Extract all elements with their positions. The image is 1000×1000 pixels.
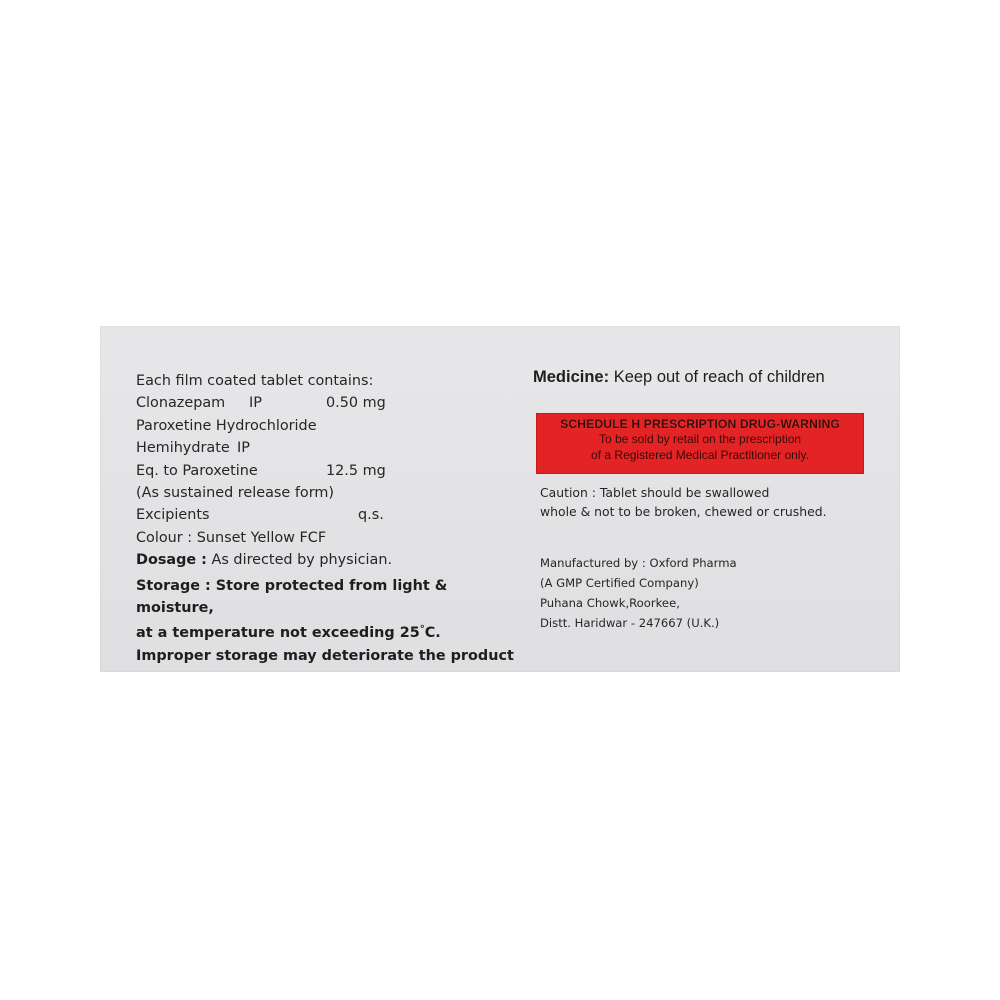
paroxetine-name-row: Paroxetine Hydrochloride xyxy=(136,417,317,434)
storage-line-2 xyxy=(136,619,516,644)
warning-line-1: To be sold by retail on the prescription xyxy=(598,432,802,446)
caution-line-2: whole & not to be broken, chewed or crushed. xyxy=(540,503,827,519)
title-rest: Keep out of reach of children xyxy=(613,368,825,386)
manufacturer-line-1: Manufactured by : Oxford Pharma xyxy=(540,556,737,570)
warning-heading: SCHEDULE H PRESCRIPTION DRUG-WARNING xyxy=(560,417,840,431)
manufacturer-line-4: Distt. Haridwar - 247667 (U.K.) xyxy=(540,616,720,630)
children-warning-title xyxy=(533,368,825,387)
storage-line-1: Storage : Store protected from light & moisture, xyxy=(136,577,448,616)
dosage-text: As directed by physician. xyxy=(211,552,393,569)
ingredient-grade: IP xyxy=(249,395,262,412)
paroxetine-hemihydrate-row xyxy=(136,437,516,459)
clonazepam-row xyxy=(136,392,516,414)
warning-line-2: of a Registered Medical Practitioner only. xyxy=(591,448,809,462)
title-bold: Medicine: xyxy=(533,368,610,386)
ingredient-name: Clonazepam xyxy=(136,395,226,412)
release-form-row: (As sustained release form) xyxy=(136,484,335,501)
manufacturer-line-3: Puhana Chowk,Roorkee, xyxy=(540,596,680,610)
caution-text xyxy=(540,484,827,521)
storage-temperature-unit: C. xyxy=(424,625,441,642)
ingredient-grade: IP xyxy=(237,440,250,457)
colour-row: Colour : Sunset Yellow FCF xyxy=(136,529,327,546)
equivalent-amount: 12.5 mg xyxy=(326,462,386,479)
ingredient-name: Hemihydrate xyxy=(136,440,230,457)
schedule-h-warning-box xyxy=(536,413,864,474)
carton-panel xyxy=(100,326,900,672)
storage-section xyxy=(136,575,516,668)
excipients-row xyxy=(136,504,516,526)
storage-temperature-text: at a temperature not exceeding 25 xyxy=(136,625,420,642)
manufacturer-line-2: (A GMP Certified Company) xyxy=(540,576,699,590)
storage-line-3: Improper storage may deteriorate the product xyxy=(136,647,514,664)
excipients-amount: q.s. xyxy=(358,507,384,524)
degree-symbol: ° xyxy=(419,624,425,636)
dosage-label: Dosage : xyxy=(136,552,207,569)
manufacturer-info xyxy=(540,553,737,633)
composition-section xyxy=(136,370,516,667)
excipients-label: Excipients xyxy=(136,507,210,524)
dosage-row xyxy=(136,549,516,571)
equivalent-label: Eq. to Paroxetine xyxy=(136,462,258,479)
paroxetine-equivalent-row xyxy=(136,460,516,482)
caution-line-1: Caution : Tablet should be swallowed xyxy=(540,485,770,500)
ingredient-amount: 0.50 mg xyxy=(326,395,386,412)
composition-heading: Each film coated tablet contains: xyxy=(136,373,374,389)
